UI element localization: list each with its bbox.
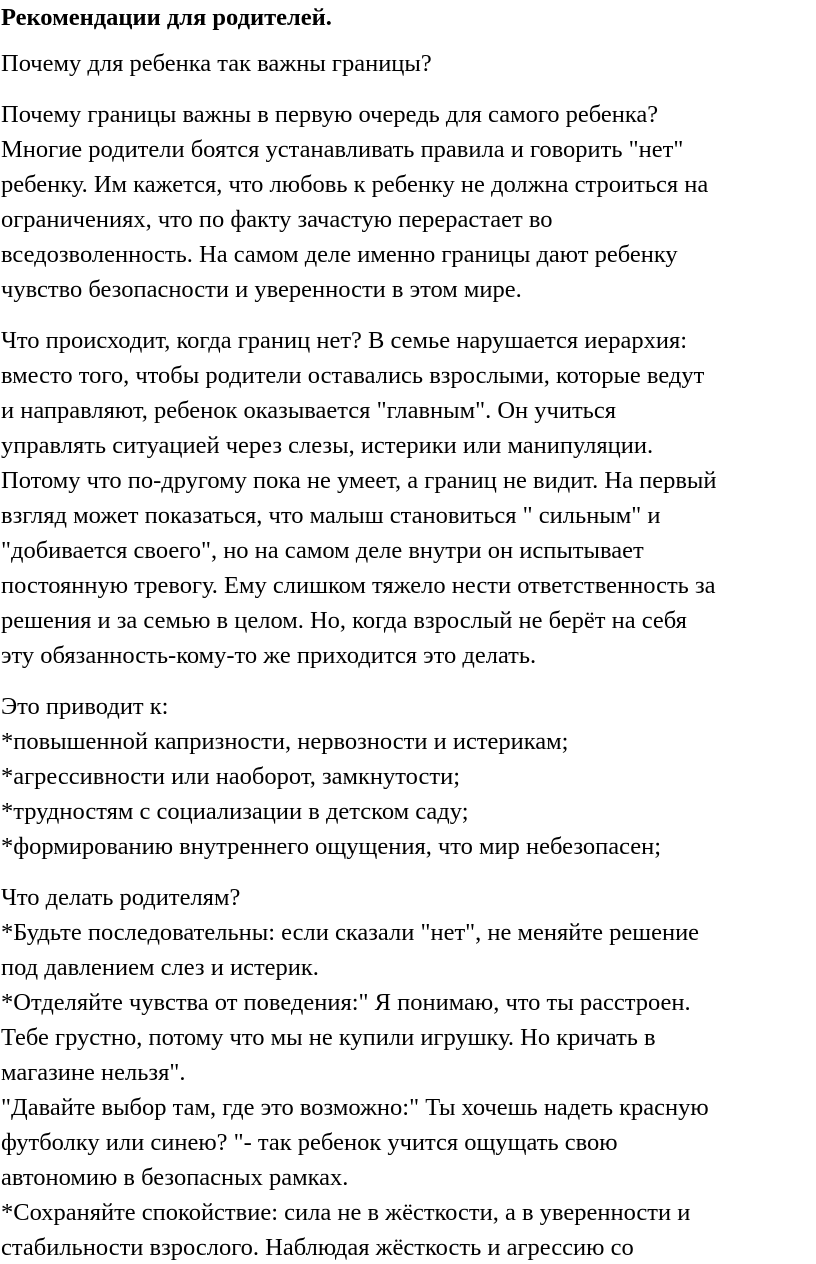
text-line: магазине нельзя". (1, 1059, 186, 1086)
list-item: *агрессивности или наоборот, замкнутости; (1, 763, 461, 790)
text-line: вседозволенность. На самом деле именно границы дают ребенку (1, 241, 678, 268)
text-line: под давлением слез и истерик. (1, 954, 319, 981)
text-line: и направляют, ребенок оказывается "главным". Он учиться (1, 397, 617, 424)
paragraph-importance (1, 97, 816, 307)
list-item: *формированию внутреннего ощущения, что мир небезопасен; (1, 833, 662, 860)
text-line: *Отделяйте чувства от поведения:" Я понимаю, что ты расстроен. (1, 989, 691, 1016)
consequences-intro: Это приводит к: (1, 693, 169, 720)
text-line: ограничениях, что по факту зачастую перерастает во (1, 206, 553, 233)
text-line: эту обязанность-кому-то же приходится это делать. (1, 642, 537, 669)
list-item: *повышенной капризности, нервозности и истерикам; (1, 728, 569, 755)
paragraph-no-boundaries (1, 323, 816, 673)
text-line: "добивается своего", но на самом деле внутри он испытывает (1, 537, 644, 564)
text-line: решения и за семью в целом. Но, когда взрослый не берёт на себя (1, 607, 687, 634)
text-line: "Давайте выбор там, где это возможно:" Ты хочешь надеть красную (1, 1094, 709, 1121)
text-line: автономию в безопасных рамках. (1, 1164, 349, 1191)
text-line: стабильности взрослого. Наблюдая жёсткость и агрессию со (1, 1234, 634, 1261)
text-line: *Сохраняйте спокойствие: сила не в жёсткости, а в уверенности и (1, 1199, 691, 1226)
text-line: Почему границы важны в первую очередь для самого ребенка? (1, 101, 659, 128)
consequences-list (1, 689, 816, 864)
text-line: управлять ситуацией через слезы, истерики или манипуляции. (1, 432, 654, 459)
text-line: Потому что по-другому пока не умеет, а границ не видит. На первый (1, 467, 717, 494)
text-line: Многие родители боятся устанавливать правила и говорить "нет" (1, 136, 684, 163)
text-line: ребенку. Им кажется, что любовь к ребенку не должна строиться на (1, 171, 709, 198)
text-line: чувство безопасности и уверенности в этом мире. (1, 276, 522, 303)
text-line: футболку или синею? "- так ребенок учится ощущать свою (1, 1129, 618, 1156)
text-line: постоянную тревогу. Ему слишком тяжело нести ответственность за (1, 572, 716, 599)
list-item: *трудностям с социализации в детском саду; (1, 798, 469, 825)
advice-section (1, 880, 816, 1264)
text-line: Что происходит, когда границ нет? В семье нарушается иерархия: (1, 327, 688, 354)
section-question: Почему для ребенка так важны границы? (1, 50, 432, 77)
document-heading: Рекомендации для родителей. (1, 4, 332, 31)
text-line: вместо того, чтобы родители оставались взрослыми, которые ведут (1, 362, 705, 389)
text-line: взгляд может показаться, что малыш становиться " сильным" и (1, 502, 661, 529)
advice-intro: Что делать родителям? (1, 884, 241, 911)
text-line: *Будьте последовательны: если сказали "нет", не меняйте решение (1, 919, 700, 946)
text-line: Тебе грустно, потому что мы не купили игрушку. Но кричать в (1, 1024, 656, 1051)
